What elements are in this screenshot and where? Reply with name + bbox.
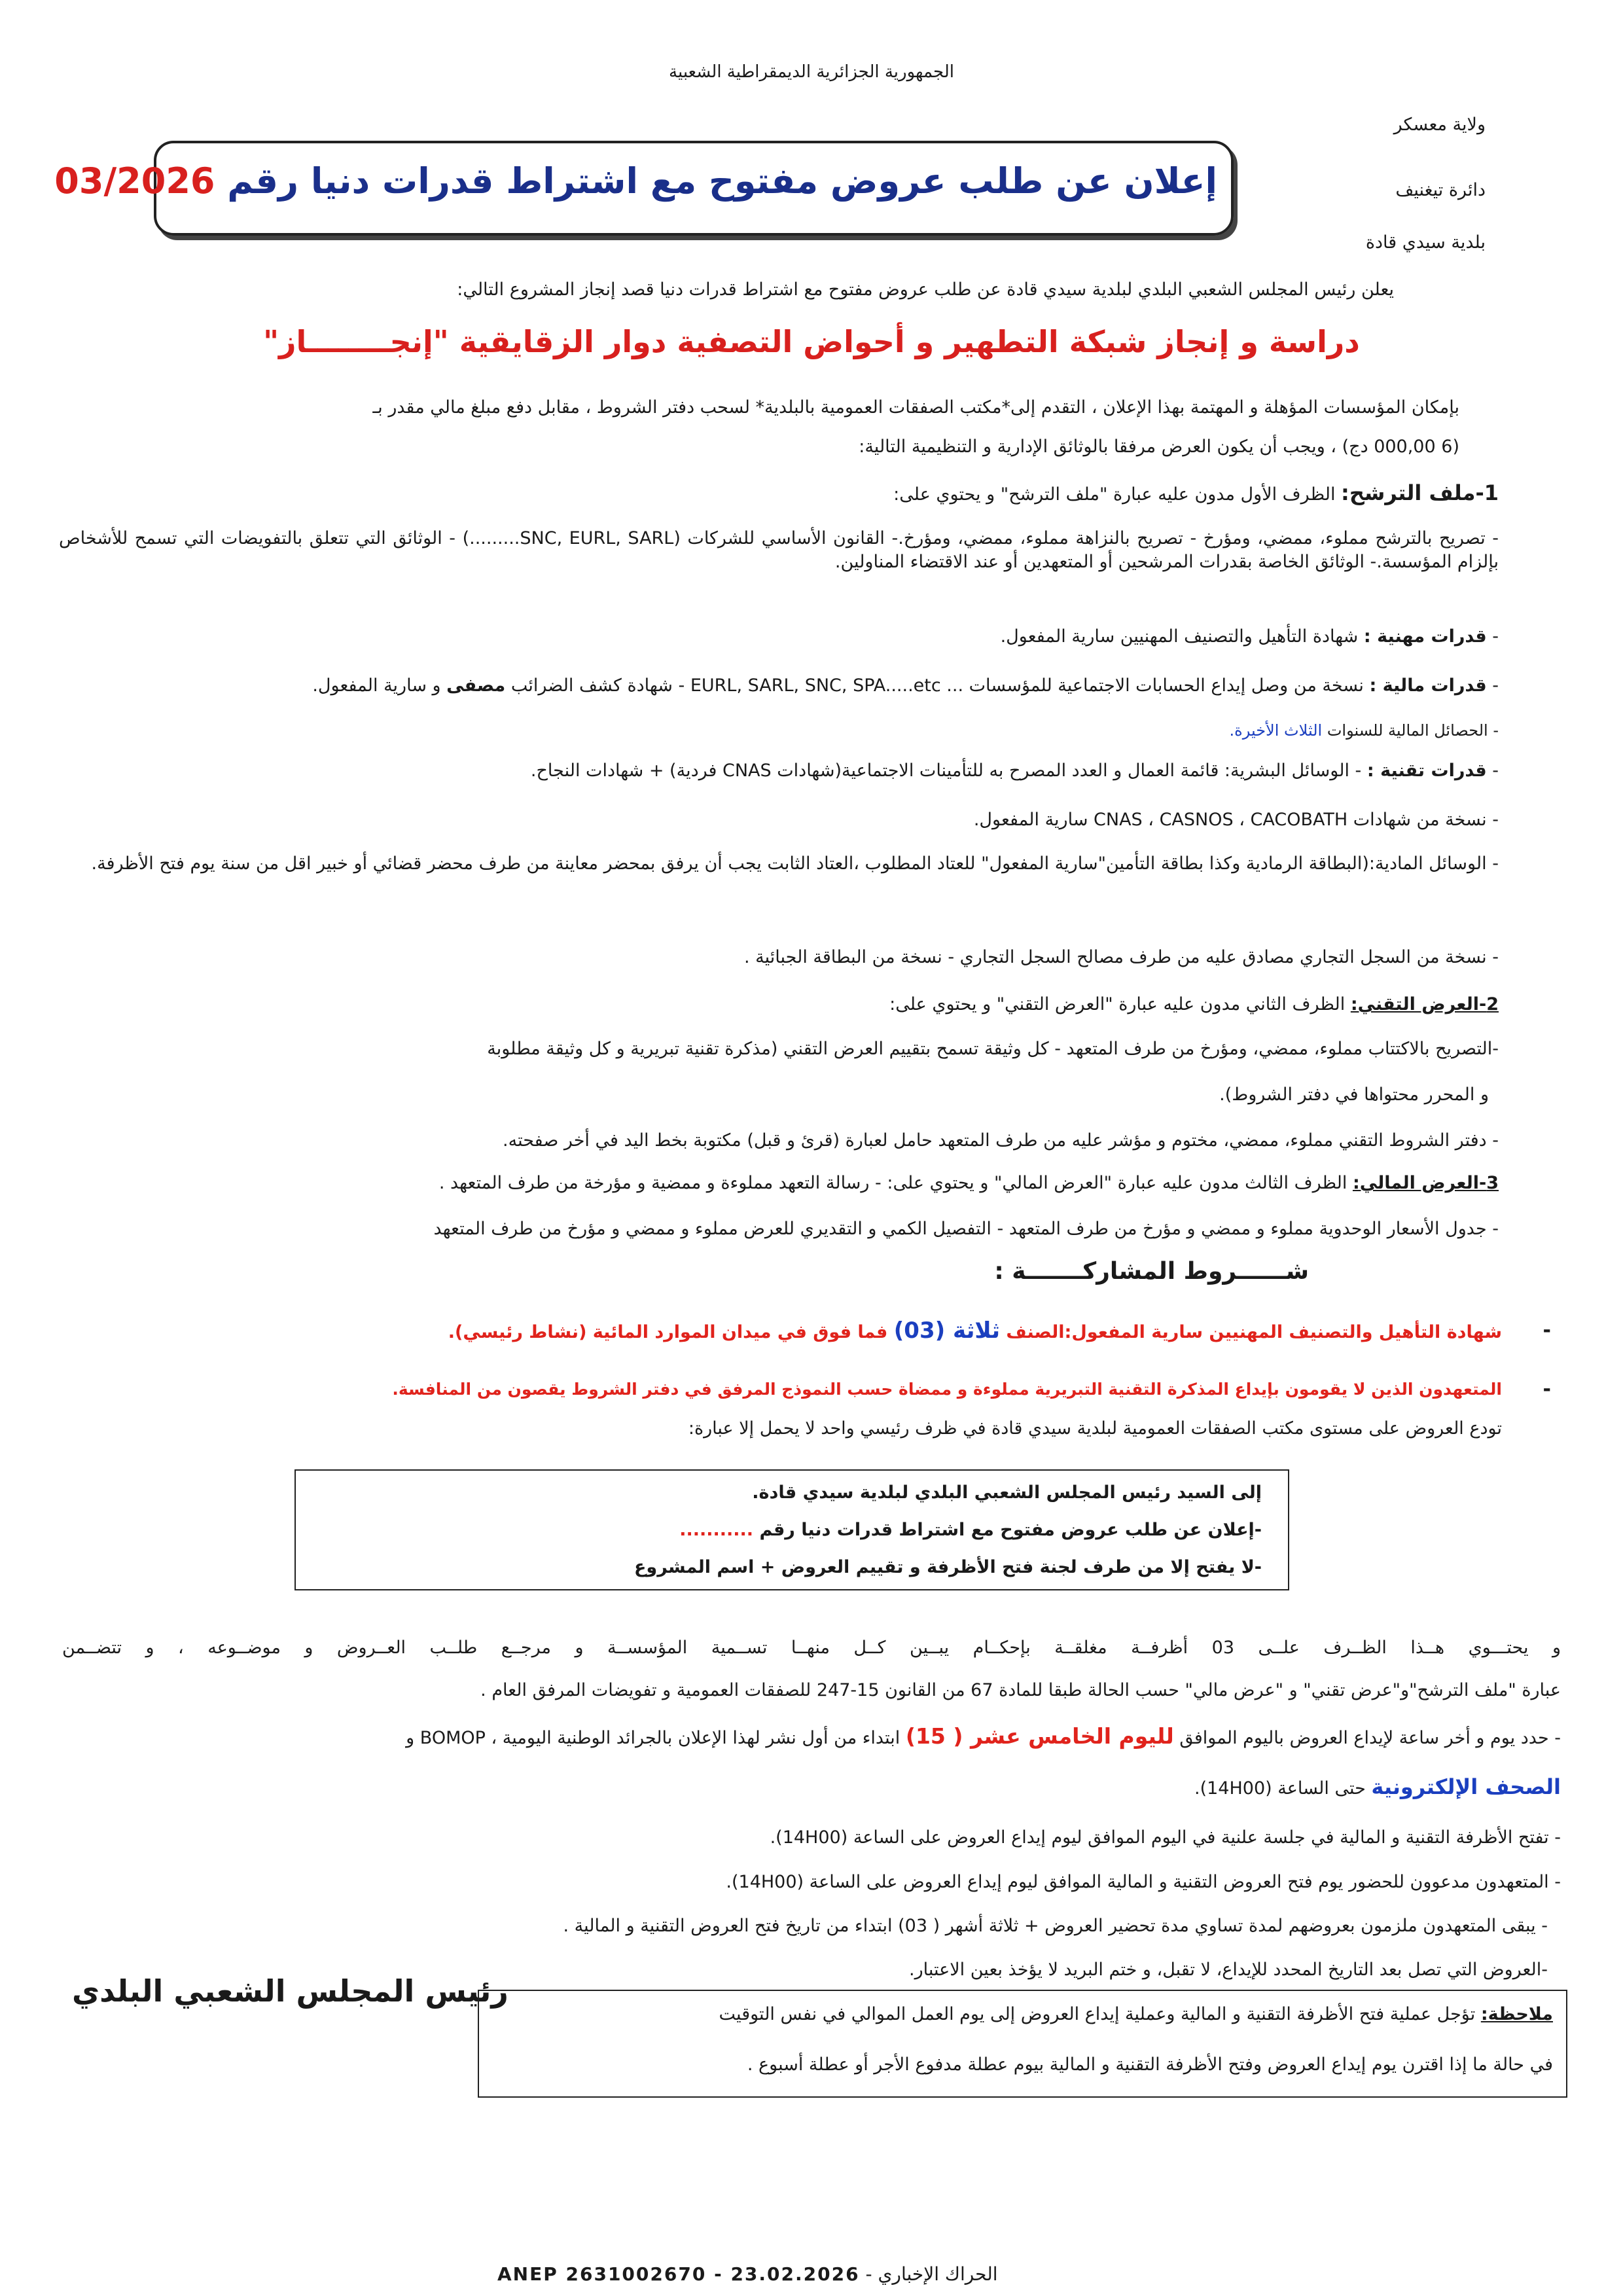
paragraph-1: بإمكان المؤسسات المؤهلة و المهتمة بهذا الإعلان ، التقدم إلى*مكتب الصفقات العمومية بالبلدية* لسحب دفتر الشروط ، مقابل دفع مبلغ مالي مقدر بـ [372,397,1459,418]
cap-financial: - قدرات مالية : نسخة من وصل إيداع الحسابات الاجتماعية للمؤسسات ... EURL, SARL, SNC, SPA.....etc - شهادة كشف الضرائب مصفى و سارية المفعول. [312,675,1499,696]
technical-offer-line2: و المحرر محتواها في دفتر الشروط). [1219,1085,1489,1105]
title-number: 03/2026 [54,160,215,202]
dates-line2-press: الصحف الإلكترونية [1371,1774,1561,1799]
publication-footer: الحراك الإخباري - ANEP 2631002670 - 23.02.2026 [497,2263,998,2285]
note-box [478,1990,1567,2098]
address-line-2-text: -إعلان عن طلب عروض مفتوح مع اشتراط قدرات دنيا رقم [759,1520,1262,1540]
conditions-heading: شــــــروط المشاركـــــــة : [994,1258,1309,1285]
dates-line5: - يبقى المتعهدون ملزمون بعروضهم لمدة تساوي مدة تحضير العروض + ثلاثة أشهر ( 03) ابتداء من تاريخ فتح العروض التقنية و المالية . [563,1916,1548,1936]
republic-header: الجمهورية الجزائرية الديمقراطية الشعبية [669,62,954,82]
dates-line1 [406,1725,1561,1750]
note-line1 [719,2003,1553,2026]
section-candidacy-head: 1-ملف الترشح: [1341,480,1499,505]
envelopes-line1: و يحتـــوي هــذا الظــرف علــى 03 أظرفــة مغلقــة بإحكــام يبــين كــل منهــا تســمية المؤسســة و مرجــع طلــب العــروض و موضــوعه ، و تتضــمن [62,1638,1561,1658]
announcement-title [54,160,1217,202]
financial-offer-line1: - جدول الأسعار الوحدوية مملوء و ممضي و مؤرخ من طرف المتعهد - التفصيل الكمي و التقديري للعرض مملوء و ممضي و مؤرخ من طرف المتعهد [433,1219,1499,1239]
cap-technical-head: قدرات تقنية : [1366,761,1487,781]
section-technical-text: الظرف الثاني مدون عليه عبارة "العرض التقني" و يحتوي على: [889,994,1346,1014]
cap-technical-line2: - نسخة من شهادات CNAS ، CASNOS ، CACOBATH سارية المفعول. [973,810,1499,830]
condition-2: المتعهدون الذين لا يقومون بإيداع المذكرة التقنية التبريرية مملوءة و ممضاة حسب النموذج المرفق في دفتر الشروط يقصون من المنافسة. [392,1380,1502,1399]
title-text: إعلان عن طلب عروض مفتوح مع اشتراط قدرات دنيا رقم [227,160,1217,202]
note-head: ملاحظة: [1480,2004,1553,2024]
section-financial-text: الظرف الثالث مدون عليه عبارة "العرض المالي" و يحتوي على: - رسالة التعهد مملوءة و ممضية و مؤرخة من طرف المتعهد . [438,1173,1347,1193]
address-line-2-dots: ........... [679,1520,754,1540]
dates-line3: - تفتح الأظرفة التقنية و المالية في جلسة علنية في اليوم الموافق ليوم إيداع العروض على الساعة (14H00). [770,1827,1561,1848]
dates-line1-tail: ابتداء من أول نشر لهذا الإعلان بالجرائد الوطنية اليومية ، BOMOP و [406,1728,901,1748]
section-technical-offer [889,993,1499,1016]
section-candidacy-body: - تصريح بالترشح مملوء، ممضي، ومؤرخ - تصريح بالنزاهة مملوء، ممضي، ومؤرخ.- القانون الأساسي للشركات (SNC, EURL, SARL.........) - الوثائق التي تتعلق بالتفويضات التي تسمح للأشخاص بإلزام المؤسسة.- الوثائق الخاصة بقدرات المرشحين أو المتعهدين أو عند الاقتضاء المناولين. [59,528,1499,572]
cap-financial-word: مصفى [446,675,506,696]
deposit-text: تودع العروض على مستوى مكتب الصفقات العمومية لبلدية سيدي قادة في ظرف رئيسي واحد لا يحمل إلا عبارة: [688,1418,1502,1439]
wilaya-label: ولاية معسكر [1393,115,1486,135]
cap-technical-line3: - الوسائل المادية:(البطاقة الرمادية وكذا بطاقة التأمين"سارية المفعول" للعتاد المطلوب ،العتاد الثابت يجب أن يرفق بمحضر معاينة من طرف محضر قضائي أو خبير اقل من سنة يوم فتح الأظرفة. [91,853,1499,874]
dates-line1-text: - حدد يوم و أخر ساعة لإيداع العروض باليوم الموافق [1179,1728,1561,1748]
dates-line1-day: لليوم الخامس عشر ( 15) [905,1723,1174,1749]
footer-anep-code: ANEP 2631002670 - 23.02.2026 [497,2263,860,2285]
condition-1-tail: فما فوق في ميدان الموارد المائية (نشاط رئيسي). [448,1322,888,1342]
condition-1-text: شهادة التأهيل والتصنيف المهنيين سارية المفعول:الصنف [1006,1322,1502,1342]
cap-professional-head: قدرات مهنية : [1363,626,1487,647]
cap-financial-text: نسخة من وصل إيداع الحسابات الاجتماعية للمؤسسات ... EURL, SARL, SNC, SPA.....etc - شهادة كشف الضرائب [510,675,1364,696]
section-financial-offer [439,1172,1499,1195]
signature-title: رئيس المجلس الشعبي البلدي [72,1973,508,2009]
baladia-label: بلدية سيدي قادة [1365,232,1486,253]
cap-technical-text: - الوسائل البشرية: قائمة العمال و العدد المصرح به للتأمينات الاجتماعية(شهادات CNAS فردية) + شهادات النجاح. [530,761,1362,781]
cap-technical-line4: - نسخة من السجل التجاري مصادق عليه من طرف مصالح السجل التجاري - نسخة من البطاقة الجبائية . [744,947,1499,967]
dates-line2-time: حتى الساعة (14H00). [1194,1778,1366,1799]
cap-professional: - قدرات مهنية : شهادة التأهيل والتصنيف المهنيين سارية المفعول. [1000,626,1499,647]
section-candidacy [893,481,1499,507]
project-title: دراسة و إنجاز شبكة التطهير و أحواض التصفية دوار الزقايقية "إنجــــــــاز" [263,324,1360,359]
technical-offer-line1: -التصريح بالاكتتاب مملوء، ممضي، ومؤرخ من طرف المتعهد - كل وثيقة تسمح بتقييم العرض التقني (مذكرة تقنية تبريرية و كل وثيقة مطلوبة [487,1039,1499,1059]
section-technical-head: 2-العرض التقني: [1350,994,1499,1014]
note-line1-text: تؤجل عملية فتح الأظرفة التقنية و المالية وعملية إيداع العروض إلى يوم العمل الموالي في نفس التوقيت [719,2004,1476,2024]
cap-financial-line2 [1230,719,1499,742]
dates-line6: -العروض التي تصل بعد التاريخ المحدد للإيداع، لا تقبل، و ختم البريد لا يؤخذ بعين الاعتبار. [909,1960,1548,1980]
dates-line4: - المتعهدون مدعوون للحضور يوم فتح العروض التقنية و المالية الموافق ليوم إيداع العروض على الساعة (14H00). [726,1872,1561,1892]
section-candidacy-text: الظرف الأول مدون عليه عبارة "ملف الترشح" و يحتوي على: [893,484,1336,505]
address-line-2 [679,1520,1262,1540]
cap-technical: - قدرات تقنية : - الوسائل البشرية: قائمة العمال و العدد المصرح به للتأمينات الاجتماعية(شهادات CNAS فردية) + شهادات النجاح. [530,761,1499,781]
condition-1-class: ثلاثة (03) [893,1318,1000,1344]
daira-label: دائرة تيغنيف [1395,180,1486,200]
bullet-dash: - [1543,1378,1551,1401]
address-line-3: -لا يفتح إلا من طرف لجنة فتح الأظرفة و تقييم العروض + اسم المشروع [633,1557,1262,1577]
cap-financial-line2-years: الثلاث الأخيرة. [1229,721,1323,740]
dates-line2 [1194,1775,1561,1801]
intro-text: يعلن رئيس المجلس الشعبي البلدي لبلدية سيدي قادة عن طلب عروض مفتوح مع اشتراط قدرات دنيا قصد إنجاز المشروع التالي: [457,279,1394,300]
paragraph-2: (6 000,00 دج) ، ويجب أن يكون العرض مرفقا بالوثائق الإدارية و التنظيمية التالية: [859,437,1459,457]
address-line-1: إلى السيد رئيس المجلس الشعبي البلدي لبلدية سيدي قادة. [752,1482,1262,1503]
cap-financial-line2-text: - الحصائل المالية للسنوات [1327,721,1499,740]
envelopes-line2: عبارة "ملف الترشح"و"عرض تقني" و "عرض مالي" حسب الحالة طبقا للمادة 67 من القانون 15-247 للصفقات العمومية و تفويضات المرفق العام . [480,1680,1561,1700]
footer-newspaper: الحراك الإخباري [878,2263,998,2285]
envelope-address-box [294,1469,1289,1590]
bullet-dash: - [1543,1319,1551,1342]
condition-1 [448,1319,1502,1344]
cap-professional-text: شهادة التأهيل والتصنيف المهنيين سارية المفعول. [1000,626,1359,647]
cap-financial-head: قدرات مالية : [1369,675,1487,696]
technical-offer-line3: - دفتر الشروط التقني مملوء، ممضي، مختوم و مؤشر عليه من طرف المتعهد حامل لعبارة (قرئ و قبل) مكتوبة بخط اليد في أخر صفحته. [503,1130,1499,1151]
note-line2: في حالة ما إذا اقترن يوم إيداع العروض وفتح الأظرفة التقنية و المالية بيوم عطلة مدفوع الأجر أو عطلة أسبوع . [747,2054,1553,2075]
cap-financial-tail: و سارية المفعول. [312,675,441,696]
section-financial-head: 3-العرض المالي: [1352,1173,1499,1193]
